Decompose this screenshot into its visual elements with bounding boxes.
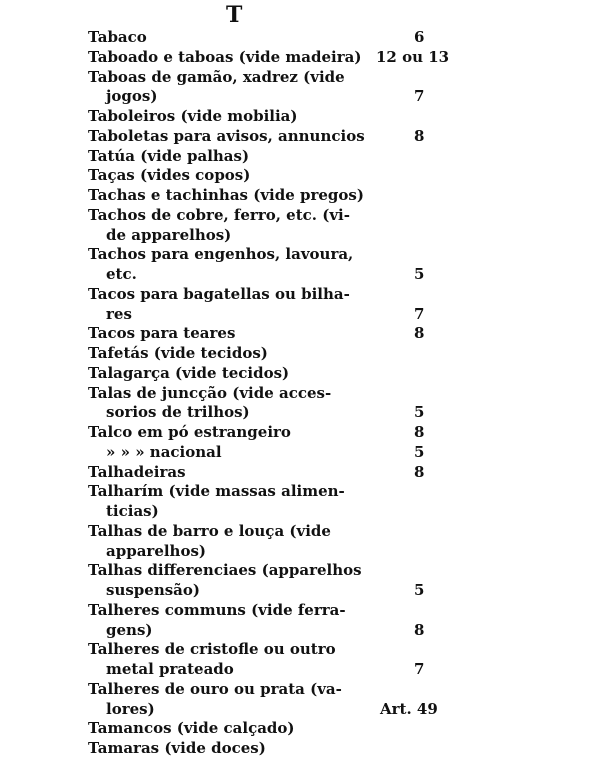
index-entry <box>88 364 488 384</box>
entry-text: Tamancos (vide calçado) <box>88 719 295 738</box>
index-entry <box>88 739 488 759</box>
index-entry-continuation <box>88 502 488 522</box>
entry-text: Tamaras (vide doces) <box>88 739 266 757</box>
entry-reference-number: 8 <box>414 126 425 145</box>
entry-reference-number: 7 <box>414 87 425 106</box>
entry-text: Tacos para teares <box>88 324 236 343</box>
entry-text: Tachos de cobre, ferro, etc. (vi- <box>88 205 350 224</box>
index-entry <box>88 285 488 305</box>
entry-reference-number: 8 <box>414 423 425 441</box>
entry-text: apparelhos) <box>106 541 207 560</box>
entry-text: Taboas de gamão, xadrez (vide <box>88 67 345 86</box>
index-entry-continuation <box>88 305 488 325</box>
entry-text: Taboletas para avisos, annuncios <box>88 126 365 145</box>
entry-text: Tachos para engenhos, lavoura, <box>88 245 354 264</box>
index-entry-continuation <box>88 621 488 641</box>
index-entry <box>88 166 488 186</box>
entry-text: Tacos para bagatellas ou bilha- <box>88 284 350 303</box>
entry-text: suspensão) <box>106 581 200 599</box>
entry-text: gens) <box>106 620 153 639</box>
entry-reference-number: 5 <box>414 265 425 283</box>
index-entry <box>88 28 488 48</box>
entry-text: Talheres communs (vide ferra- <box>88 600 346 619</box>
entry-text: etc. <box>106 265 137 283</box>
index-entry-continuation <box>88 660 488 680</box>
entry-text: Taças (vides copos) <box>88 166 251 185</box>
entry-text: Tachas e tachinhas (vide pregos) <box>88 186 364 204</box>
entry-text: ticias) <box>106 502 159 520</box>
index-entry <box>88 127 488 147</box>
entry-text: lores) <box>106 699 155 718</box>
index-entry <box>88 147 488 167</box>
index-entry-continuation <box>88 265 488 285</box>
index-entry <box>88 423 488 443</box>
index-entry <box>88 68 488 88</box>
entry-text: » » » nacional <box>106 442 222 461</box>
entry-text: sorios de trilhos) <box>106 403 250 422</box>
index-entry <box>88 601 488 621</box>
index-entry-continuation <box>88 542 488 562</box>
index-entry <box>88 463 488 483</box>
entry-text: jogos) <box>106 87 158 106</box>
index-entry <box>88 186 488 206</box>
section-letter-heading: T <box>226 2 243 28</box>
entry-text: metal prateado <box>106 660 234 678</box>
entry-reference-number: 12 ou 13 <box>376 47 450 66</box>
index-entry <box>88 107 488 127</box>
entry-reference-number: 8 <box>414 620 425 639</box>
entry-text: res <box>106 304 132 323</box>
entry-reference-number: 8 <box>414 324 425 343</box>
index-entry <box>88 206 488 226</box>
entry-text: Talhas differenciaes (apparelhos <box>88 561 362 580</box>
index-entry-continuation <box>88 226 488 246</box>
index-entry <box>88 680 488 700</box>
entry-text: Talco em pó estrangeiro <box>88 423 291 441</box>
entry-reference-number: 8 <box>414 462 425 481</box>
entry-text: Taboado e taboas (vide madeira) <box>88 47 362 66</box>
index-entry <box>88 719 488 739</box>
index-entry <box>88 522 488 542</box>
entry-text: Tafetás (vide tecidos) <box>88 344 268 362</box>
entry-reference-number: 6 <box>414 28 425 46</box>
entry-text: Talheres de ouro ou prata (va- <box>88 679 342 698</box>
entry-reference-number: 5 <box>414 581 425 599</box>
index-entries-list <box>88 28 488 759</box>
entry-text: Tatúa (vide palhas) <box>88 146 250 165</box>
entry-reference-number: 5 <box>414 442 425 461</box>
entry-reference-number: 7 <box>414 660 425 678</box>
index-entry-continuation <box>88 443 488 463</box>
index-entry <box>88 48 488 68</box>
index-entry-continuation <box>88 700 488 720</box>
entry-text: Talhas de barro e louça (vide <box>88 521 331 540</box>
entry-text: Talas de juncção (vide acces- <box>88 383 332 402</box>
index-entry <box>88 245 488 265</box>
entry-text: de apparelhos) <box>106 225 232 244</box>
index-entry <box>88 384 488 404</box>
index-entry-continuation <box>88 581 488 601</box>
index-entry <box>88 344 488 364</box>
entry-reference-number: 7 <box>414 304 425 323</box>
index-entry-continuation <box>88 403 488 423</box>
entry-text: Tabaco <box>88 28 147 46</box>
entry-text: Talheres de cristofle ou outro <box>88 640 336 659</box>
entry-text: Talagarça (vide tecidos) <box>88 363 290 382</box>
entry-text: Taboleiros (vide mobilia) <box>88 107 298 125</box>
entry-reference-number: 5 <box>414 403 425 422</box>
entry-text: Talhadeiras <box>88 462 186 481</box>
index-entry <box>88 640 488 660</box>
entry-text: Talharím (vide massas alimen- <box>88 482 345 501</box>
index-entry <box>88 561 488 581</box>
index-entry <box>88 324 488 344</box>
index-entry-continuation <box>88 87 488 107</box>
entry-reference-number: Art. 49 <box>380 699 438 718</box>
index-entry <box>88 482 488 502</box>
